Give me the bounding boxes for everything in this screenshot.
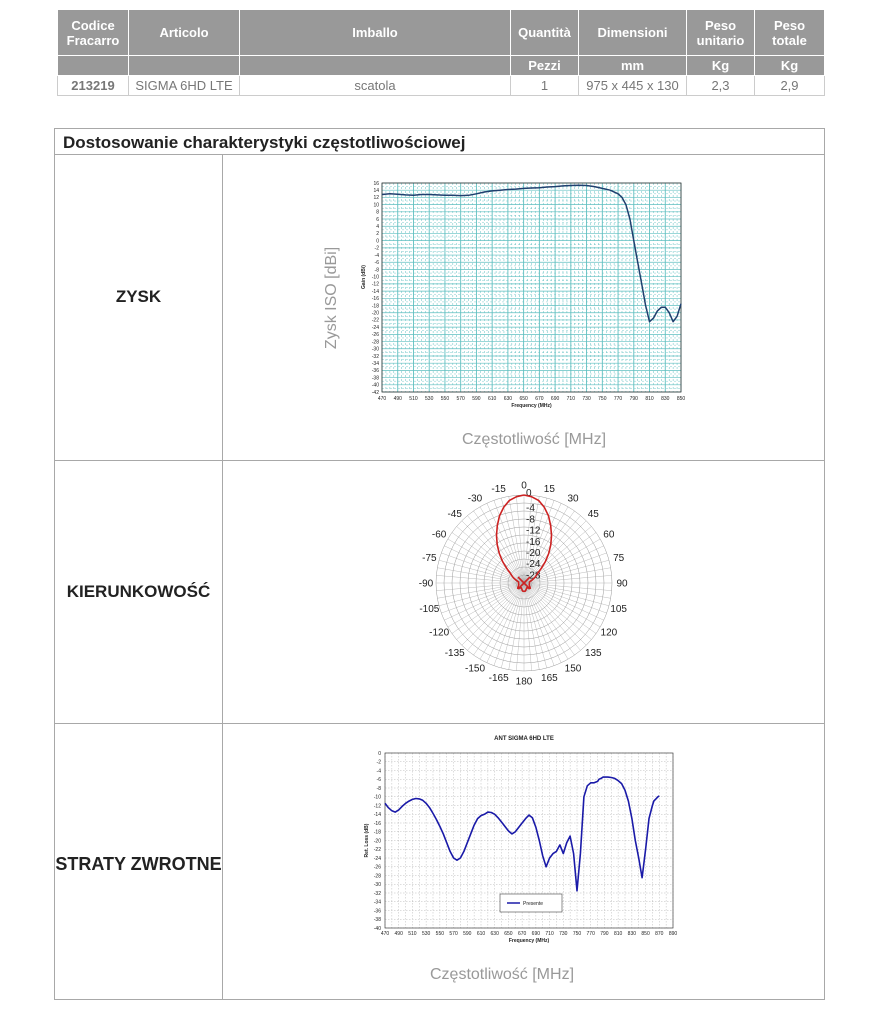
polar-radial-label: -12 [526, 525, 541, 537]
rl-x-tick: 830 [627, 931, 637, 937]
rl-x-tick: 490 [394, 931, 403, 937]
gain-chart [300, 170, 720, 455]
polar-angle-label: 45 [587, 509, 599, 521]
rl-x-tick: 850 [641, 931, 650, 937]
gain-y-tick: 10 [373, 202, 379, 209]
gain-y-tick: -2 [374, 245, 379, 252]
rl-y-tick: -10 [373, 794, 381, 801]
gain-y-tick: -22 [371, 317, 379, 324]
unit-peso-totale: Kg [755, 56, 825, 76]
polar-spoke [487, 583, 524, 663]
polar-spoke [444, 583, 524, 620]
polar-spoke [524, 583, 547, 668]
unit-dimensioni: mm [579, 56, 687, 76]
rl-y-tick: 0 [378, 750, 381, 757]
gain-y-tick: -12 [371, 281, 379, 288]
rl-x-tick: 570 [449, 931, 458, 937]
rl-x-tick: 710 [545, 931, 554, 937]
rl-y-tick: -2 [376, 759, 381, 766]
rl-x-tick: 890 [668, 931, 678, 937]
gain-x-tick: 830 [661, 396, 670, 402]
cell-articolo: SIGMA 6HD LTE [129, 76, 240, 96]
gain-outer-y-label: Zysk ISO [dBi] [323, 246, 340, 350]
rl-x-tick: 630 [490, 931, 499, 937]
gain-y-tick: 8 [376, 209, 379, 216]
cell-imballo: scatola [240, 76, 511, 96]
gain-x-tick: 490 [393, 396, 402, 402]
rl-x-tick: 670 [517, 931, 527, 937]
rl-y-tick: -32 [373, 890, 381, 897]
rl-outer-x-label: Częstotliwość [MHz] [429, 966, 575, 983]
polar-spoke [524, 583, 561, 663]
unit-imballo [240, 56, 511, 76]
polar-angle-label: -165 [488, 673, 509, 685]
rl-y-tick: -12 [373, 803, 381, 810]
rl-x-tick: 770 [586, 931, 595, 937]
rl-y-tick: -26 [373, 864, 381, 871]
gain-y-tick: -34 [371, 360, 379, 367]
polar-spoke [524, 583, 532, 671]
rl-y-tick: -16 [373, 820, 381, 827]
gain-y-tick: -10 [371, 274, 379, 281]
rl-y-axis-label: Ret. Loss (dB) [364, 823, 370, 858]
polar-angle-label: -105 [419, 603, 440, 615]
gain-y-tick: -24 [371, 324, 379, 331]
gain-y-tick: 6 [376, 216, 379, 223]
polar-spoke [524, 583, 612, 591]
polar-angle-label: -60 [431, 529, 447, 541]
rl-y-tick: -40 [373, 925, 381, 932]
polar-angle-label: 60 [603, 529, 615, 541]
product-table [57, 9, 825, 96]
row-label-directivity: KIERUNKOWOŚĆ [66, 582, 211, 601]
rl-y-tick: -4 [376, 768, 381, 775]
gain-y-tick: -36 [371, 368, 379, 375]
column-divider [222, 155, 223, 999]
gain-x-tick: 610 [487, 396, 497, 402]
polar-radial-label: -24 [526, 559, 541, 571]
polar-spoke [501, 498, 524, 583]
polar-spoke [501, 583, 524, 668]
polar-radial-label: -20 [526, 548, 541, 559]
gain-y-tick: 4 [376, 224, 379, 231]
polar-angle-label: -75 [422, 553, 437, 565]
section-title: Dostosowanie charakterystyki częstotliwościowej [55, 129, 824, 155]
polar-angle-label: 75 [613, 553, 625, 565]
gain-y-tick: -42 [371, 389, 379, 396]
polar-angle-label: -150 [464, 663, 486, 675]
cell-peso-unitario: 2,3 [687, 76, 755, 96]
polar-radial-label: -4 [526, 503, 535, 515]
rl-x-tick: 590 [463, 931, 472, 937]
polar-angle-label: -30 [467, 493, 483, 505]
gain-x-tick: 730 [582, 396, 591, 402]
table-units-row [58, 56, 825, 76]
rl-x-tick: 550 [435, 931, 445, 937]
gain-x-tick: 770 [613, 396, 623, 402]
gain-y-tick: -40 [371, 382, 379, 389]
gain-y-tick: -16 [371, 296, 379, 303]
polar-spoke [524, 583, 609, 606]
gain-y-axis-label: Gain (dBi) [361, 265, 367, 289]
rl-y-tick: -30 [373, 882, 381, 889]
gain-x-tick: 570 [456, 396, 465, 402]
rl-x-tick: 870 [655, 931, 664, 937]
gain-x-tick: 650 [519, 396, 528, 402]
polar-angle-label: 120 [600, 627, 618, 639]
gain-x-tick: 790 [629, 396, 638, 402]
polar-angle-label: 165 [541, 673, 558, 685]
polar-spoke [524, 583, 604, 620]
rl-x-tick: 750 [572, 931, 582, 937]
rl-x-tick: 690 [531, 931, 541, 937]
directivity-polar-chart [415, 480, 635, 688]
rl-y-tick: -20 [373, 838, 381, 845]
row-divider-2 [55, 723, 824, 724]
gain-y-tick: 14 [373, 188, 379, 195]
rl-x-tick: 730 [559, 931, 568, 937]
header-codice: Codice Fracarro [58, 10, 129, 56]
row-label-return-loss: STRATY ZWROTNE [55, 854, 222, 874]
polar-spoke [439, 560, 524, 583]
unit-codice [58, 56, 129, 76]
unit-articolo [129, 56, 240, 76]
gain-outer-x-label: Częstotliwość [MHz] [461, 431, 607, 448]
gain-y-tick: -28 [371, 339, 379, 346]
gain-x-tick: 530 [425, 396, 434, 402]
gain-y-tick: -26 [371, 332, 379, 339]
polar-radial-label: -8 [526, 514, 535, 526]
polar-angle-label: 30 [567, 493, 579, 505]
gain-x-tick: 750 [598, 396, 607, 402]
unit-peso-unitario: Kg [687, 56, 755, 76]
polar-angle-label: -120 [429, 627, 450, 639]
rl-x-tick: 470 [380, 931, 390, 937]
rl-y-tick: -14 [373, 812, 381, 819]
rl-y-tick: -28 [373, 873, 381, 880]
polar-angle-label: -90 [418, 578, 434, 590]
polar-spoke [487, 503, 524, 583]
rl-x-tick: 810 [613, 931, 623, 937]
gain-y-tick: -18 [371, 303, 379, 310]
polar-radial-label: -28 [526, 570, 541, 582]
gain-x-tick: 710 [566, 396, 576, 402]
header-quantita: Quantità [511, 10, 579, 56]
cell-dimensioni: 975 x 445 x 130 [579, 76, 687, 96]
row-label-gain: ZYSK [115, 287, 162, 306]
gain-y-tick: 12 [373, 195, 379, 202]
return-loss-chart [355, 730, 690, 990]
cell-quantita: 1 [511, 76, 579, 96]
gain-x-tick: 510 [409, 396, 418, 402]
rl-y-tick: -24 [373, 855, 381, 862]
polar-spoke [436, 575, 524, 583]
gain-x-tick: 810 [645, 396, 654, 402]
polar-spoke [444, 546, 524, 583]
polar-spoke [436, 583, 524, 591]
polar-spoke [516, 495, 524, 583]
header-peso-unitario: Peso unitario [687, 10, 755, 56]
gain-y-tick: -6 [374, 260, 379, 267]
rl-y-tick: -8 [376, 785, 381, 792]
polar-angle-label: 135 [584, 647, 602, 659]
rl-x-tick: 790 [600, 931, 609, 937]
gain-y-tick: -32 [371, 353, 379, 360]
gain-x-tick: 590 [472, 396, 481, 402]
gain-x-axis-label: Frequency (MHz) [511, 403, 552, 409]
polar-angle-label: -45 [447, 509, 462, 521]
gain-series-line [382, 185, 681, 322]
polar-angle-label: 150 [564, 663, 582, 675]
rl-y-tick: -38 [373, 917, 381, 924]
cell-codice: 213219 [58, 76, 129, 96]
gain-x-tick: 630 [503, 396, 513, 402]
polar-angle-label: 15 [543, 483, 555, 495]
rl-chart-title: ANT SIGMA 6HD LTE [494, 736, 554, 742]
gain-x-tick: 670 [535, 396, 544, 402]
polar-angle-label: 90 [616, 578, 628, 590]
gain-x-tick: 470 [377, 396, 387, 402]
rl-y-tick: -22 [373, 847, 381, 854]
polar-radial-label: -16 [526, 536, 541, 548]
rl-x-tick: 650 [504, 931, 513, 937]
table-header-row [58, 10, 825, 56]
gain-y-tick: -14 [371, 288, 379, 295]
polar-angle-label: -135 [444, 647, 465, 659]
gain-y-tick: -38 [371, 375, 379, 382]
unit-quantita: Pezzi [511, 56, 579, 76]
rl-y-tick: -18 [373, 829, 381, 836]
polar-angle-label: -15 [491, 483, 506, 495]
gain-x-tick: 550 [440, 396, 450, 402]
gain-y-tick: 16 [373, 180, 379, 187]
gain-y-tick: -30 [371, 346, 379, 353]
table-row [58, 76, 825, 96]
gain-x-tick: 850 [676, 396, 686, 402]
rl-x-tick: 530 [421, 931, 431, 937]
polar-angle-label: 105 [610, 603, 628, 615]
gain-y-tick: -4 [374, 252, 379, 259]
gain-x-tick: 690 [550, 396, 560, 402]
polar-spoke [516, 583, 524, 671]
polar-radial-label: 0 [526, 488, 532, 499]
row-divider-1 [55, 460, 824, 461]
rl-y-tick: -36 [373, 908, 381, 915]
gain-y-tick: -8 [374, 267, 379, 274]
polar-spoke [439, 583, 524, 606]
polar-angle-label: 180 [515, 676, 533, 688]
header-articolo: Articolo [129, 10, 240, 56]
rl-x-tick: 510 [408, 931, 417, 937]
gain-y-tick: -20 [371, 310, 379, 317]
cell-peso-totale: 2,9 [755, 76, 825, 96]
gain-y-tick: 0 [376, 238, 379, 245]
gain-y-tick: 2 [376, 231, 379, 238]
rl-x-axis-label: Frequency (MHz) [508, 938, 550, 944]
rl-y-tick: -6 [376, 777, 381, 784]
header-dimensioni: Dimensioni [579, 10, 687, 56]
rl-y-tick: -34 [373, 899, 381, 906]
header-peso-totale: Peso totale [755, 10, 825, 56]
rl-legend-label: Presente [523, 901, 544, 907]
polar-angle-label: 0 [521, 480, 527, 492]
rl-x-tick: 610 [476, 931, 486, 937]
header-imballo: Imballo [240, 10, 511, 56]
